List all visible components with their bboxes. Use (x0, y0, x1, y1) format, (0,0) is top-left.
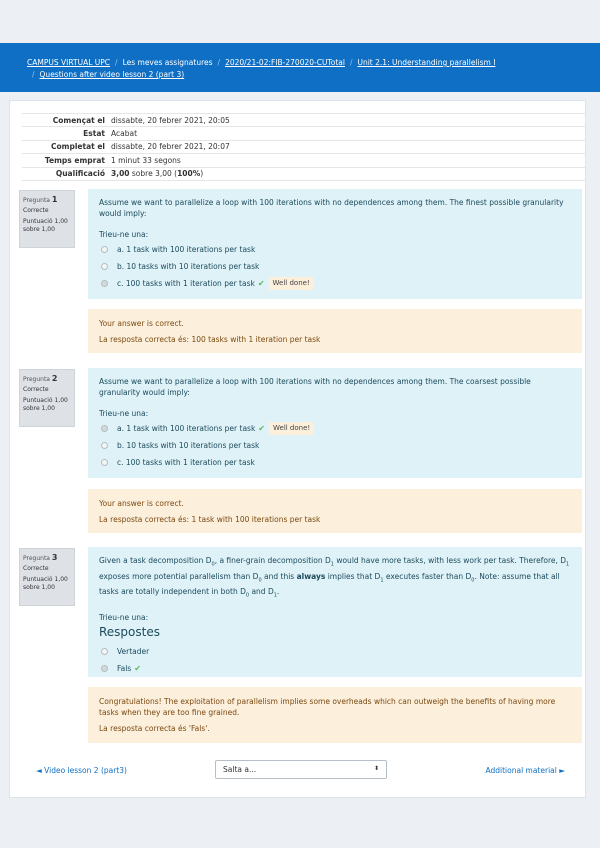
summary-label: Començat el (52, 115, 105, 125)
right-answer: La resposta correcta és 'Fals'. (99, 724, 210, 733)
breadcrumb-separator: / (349, 58, 353, 67)
question-mark: Puntuació 1,00 (23, 397, 68, 404)
summary-row-grade (22, 167, 585, 180)
radio-button[interactable] (101, 425, 108, 432)
summary-row-time (22, 154, 585, 167)
answer-label: Fals (117, 664, 132, 673)
question-mark: Puntuació 1,00 (23, 576, 68, 583)
question-number: 1 (51, 195, 58, 204)
question-text: Assume we want to parallelize a loop with 100 iterations with no dependences among them. The coarsest possible granularity would imply: (99, 377, 531, 397)
question-outcome-1 (88, 309, 582, 353)
summary-label: Estat (83, 129, 105, 139)
answer-label: Vertader (117, 647, 150, 656)
checkmark-icon: ✔ (257, 278, 265, 288)
answer-option-false[interactable] (99, 661, 571, 677)
jump-to-label: Salta a... (223, 765, 257, 774)
answer-option-b[interactable] (99, 258, 571, 274)
question-number: 2 (51, 374, 58, 383)
breadcrumb-separator: / (32, 70, 35, 79)
radio-button[interactable] (101, 246, 108, 253)
grade-percent: 100% (177, 169, 201, 179)
radio-button[interactable] (101, 263, 108, 270)
outcome-feedback: Congratulations! The exploitation of parallelism implies some overheads which can outweigh the benefits of having more tasks when they are too fine grained. (99, 697, 556, 717)
breadcrumb-separator: / (217, 58, 221, 67)
answer-label: b. 10 tasks with 10 iterations per task (117, 440, 260, 450)
answer-option-c[interactable] (99, 275, 571, 291)
question-label: Pregunta (23, 197, 50, 204)
question-mark: Puntuació 1,00 (23, 218, 68, 225)
question-outcome-2 (88, 489, 582, 533)
question-text: Assume we want to parallelize a loop with 100 iterations with no dependences among them. The finest possible granularity would imply: (99, 198, 564, 218)
answer-option-true[interactable] (99, 644, 571, 660)
answers-heading: Respostes (99, 624, 160, 639)
outcome-feedback: Your answer is correct. (99, 319, 184, 328)
jump-to-select[interactable] (215, 760, 387, 779)
summary-value: Acabat (111, 129, 138, 139)
answer-prompt: Trieu-ne una: (99, 612, 149, 622)
summary-label: Qualificació (55, 169, 105, 179)
question-outcome-3 (88, 687, 582, 743)
checkmark-icon: ✔ (134, 664, 141, 673)
summary-value: 1 minut 33 segons (111, 155, 181, 165)
breadcrumb-unit[interactable]: Unit 2.1: Understanding parallelism I (357, 58, 496, 67)
summary-label: Temps emprat (44, 155, 105, 165)
answer-label: c. 100 tasks with 1 iteration per task (117, 457, 255, 467)
answer-label: b. 10 tasks with 10 iterations per task (117, 261, 260, 271)
summary-row-state (22, 127, 585, 140)
attempt-summary-table (22, 113, 585, 181)
summary-value: dissabte, 20 febrer 2021, 20:05 (111, 115, 230, 125)
answer-option-c[interactable] (99, 454, 571, 470)
breadcrumb (0, 43, 600, 92)
summary-row-started (22, 114, 585, 127)
specific-feedback: Well done! (269, 422, 314, 435)
question-info-2 (19, 369, 75, 427)
right-answer: La resposta correcta és: 1 task with 100 iterations per task (99, 515, 321, 524)
question-info-1 (19, 190, 75, 248)
summary-label: Completat el (51, 142, 105, 152)
answer-label: a. 1 task with 100 iterations per task (117, 423, 256, 433)
specific-feedback: Well done! (269, 277, 314, 290)
summary-value (110, 167, 585, 180)
summary-value: dissabte, 20 febrer 2021, 20:07 (111, 142, 230, 152)
breadcrumb-separator: / (115, 58, 118, 67)
question-info-3 (19, 548, 75, 606)
question-label: Pregunta (23, 555, 50, 562)
question-state: Correcte (23, 386, 49, 393)
updown-caret-icon: ⬍ (373, 765, 379, 772)
answer-label: a. 1 task with 100 iterations per task (117, 244, 256, 254)
grade-value: 3,00 (111, 169, 130, 179)
checkmark-icon: ✔ (258, 423, 265, 433)
answer-prompt: Trieu-ne una: (99, 230, 149, 239)
answer-label: c. 100 tasks with 1 iteration per task (117, 278, 255, 288)
question-state: Correcte (23, 565, 49, 572)
answer-option-b[interactable] (99, 437, 571, 453)
right-answer: La resposta correcta és: 100 tasks with 1 iteration per task (99, 335, 321, 344)
question-mark-max: sobre 1,00 (23, 405, 55, 412)
radio-button[interactable] (101, 280, 108, 287)
answer-option-a[interactable] (99, 420, 571, 436)
breadcrumb-campus[interactable]: CAMPUS VIRTUAL UPC (27, 58, 111, 67)
radio-button[interactable] (101, 442, 108, 449)
radio-button[interactable] (101, 665, 108, 672)
summary-row-completed (22, 140, 585, 153)
question-label: Pregunta (23, 376, 50, 383)
question-content-3 (88, 547, 582, 677)
radio-button[interactable] (101, 648, 108, 655)
next-activity-link[interactable]: Additional material ► (485, 766, 565, 775)
question-text: Given a task decomposition $D_0$, a finer-grain decomposition $D_1$ would have more tasks, with less work per task. Therefore, $D_1$ exposes more potential parallelism than $D_0$ and this always implies that $D_1$ executes faster than $D_0$. Note: assume that all tasks are totally independent in both $D_0$ and $D_1$. (99, 556, 570, 599)
outcome-feedback: Your answer is correct. (99, 499, 184, 508)
radio-button[interactable] (101, 459, 108, 466)
answer-prompt: Trieu-ne una: (99, 409, 149, 418)
question-number: 3 (51, 553, 58, 562)
breadcrumb-course[interactable]: 2020/21-02:FIB-270020-CUTotal (225, 58, 345, 67)
question-content-2 (88, 368, 582, 478)
previous-activity-link[interactable]: ◄ Video lesson 2 (part3) (36, 766, 127, 775)
quiz-review-card (9, 100, 586, 798)
grade-max: sobre 3,00 ( (129, 169, 178, 179)
grade-close: ) (200, 169, 204, 179)
answer-option-a[interactable] (99, 241, 571, 257)
question-mark-max: sobre 1,00 (23, 584, 55, 591)
breadcrumb-my-courses: Les meves assignatures (122, 58, 213, 67)
breadcrumb-quiz[interactable]: Questions after video lesson 2 (part 3) (39, 70, 185, 79)
question-mark-max: sobre 1,00 (23, 226, 55, 233)
question-content-1 (88, 189, 582, 299)
question-state: Correcte (23, 207, 49, 214)
